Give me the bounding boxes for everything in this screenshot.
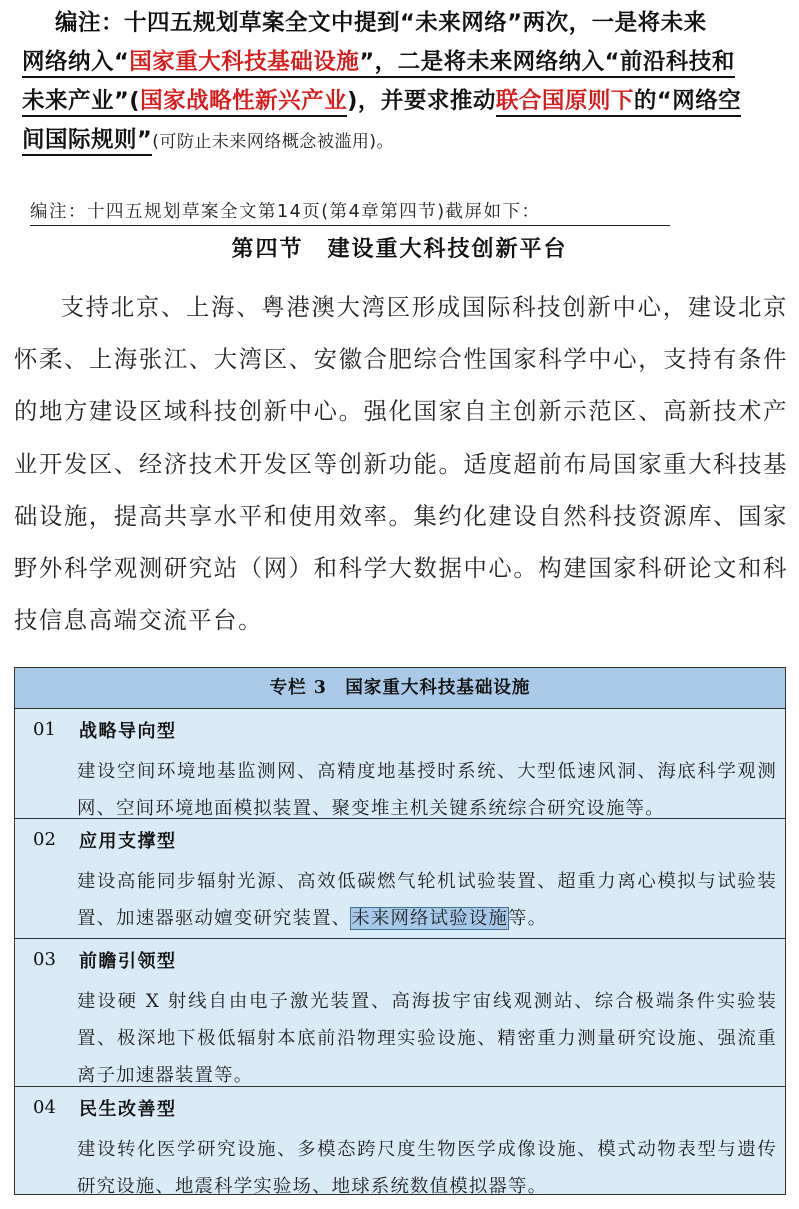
note1-term-future-network: “未来网络”: [400, 10, 523, 36]
note1-text: 两次，一是将未来: [522, 10, 707, 36]
section-title: 第四节 建设重大科技创新平台: [231, 237, 568, 262]
note1-handwritten-aside: (可防止未来网络概念被滥用)。: [152, 132, 395, 152]
row-text-part: 建设高能同步辐射光源、高效低碳燃气轮机试验装置、超重力离心模拟与试验装置、加速器驱动嬗变研究装置、: [77, 871, 777, 929]
note1-line-2: [22, 43, 782, 82]
row-text: [77, 863, 777, 937]
box-row: [15, 939, 785, 1087]
note1-text: 间国际规则”: [22, 127, 152, 156]
row-text: 建设硬 X 射线自由电子激光装置、高海拔宇宙线观测站、综合极端条件实验装置、极深地下极低辐射本底前沿物理实验设施、精密重力测量研究设施、强流重离子加速器装置等。: [77, 991, 777, 1086]
note1-text: 网络纳入“: [22, 49, 130, 75]
note1-underlined: [22, 49, 735, 78]
highlighted-future-network-facility[interactable]: 未来网络试验设施: [351, 908, 509, 929]
editor-note-2: 编注：十四五规划草案全文第14页(第4章第四节)截屏如下：: [30, 198, 670, 226]
note1-text: ”，二是将未来网络纳入“前沿科技和: [359, 49, 735, 75]
row-text-part: 等。: [508, 908, 548, 929]
note1-line-3: [22, 82, 782, 121]
note1-text: ”(: [114, 88, 141, 114]
box-row: [15, 819, 785, 939]
note1-text: 未来产业: [22, 88, 115, 114]
row-title: 民生改善型: [79, 1099, 177, 1120]
row-title: 应用支撑型: [79, 831, 177, 852]
note1-red-strategic-industry: 国家战略性新兴产业: [140, 88, 348, 114]
box-row: [15, 1087, 785, 1197]
note1-line-1: [22, 4, 782, 43]
note1-line-4: [22, 121, 782, 162]
box-row: [15, 709, 785, 819]
row-text: 建设转化医学研究设施、多模态跨尺度生物医学成像设施、模式动物表型与遗传研究设施、地震科学实验场、地球系统数值模拟器等。: [77, 1139, 777, 1197]
box-title: 专栏 3 国家重大科技基础设施: [15, 668, 785, 709]
row-title: 战略导向型: [79, 721, 177, 742]
editor-note-1: [22, 4, 782, 162]
note1-red-un-principles: 联合国原则下: [496, 88, 634, 117]
body-paragraph: 支持北京、上海、粤港澳大湾区形成国际科技创新中心，建设北京怀柔、上海张江、大湾区、安徽合肥综合性国家科学中心，支持有条件的地方建设区域科技创新中心。强化国家自主创新示范区、高新技术产业开发区、经济技术开发区等创新功能。适度超前布局国家重大科技基础设施，提高共享水平和使用效率。集约化建设自然科技资源库、国家野外科学观测研究站（网）和科学大数据中心。构建国家科研论文和科技信息高端交流平台。: [14, 294, 788, 635]
row-text: 建设空间环境地基监测网、高精度地基授时系统、大型低速风洞、海底科学观测网、空间环境地面模拟装置、聚变堆主机关键系统综合研究设施等。: [77, 761, 777, 819]
infrastructure-box: [14, 667, 786, 1195]
row-title: 前瞻引领型: [79, 951, 177, 972]
row-number: 02: [33, 829, 56, 850]
row-number: 04: [33, 1097, 56, 1118]
note1-underlined: [22, 88, 347, 117]
note1-text: 编注：十四五规划草案全文中提到: [55, 10, 401, 36]
row-number: 01: [33, 719, 56, 740]
note1-text: )，并要求推动: [347, 88, 496, 114]
row-number: 03: [33, 949, 56, 970]
note1-text: 的“网络空: [634, 88, 741, 117]
note1-red-infrastructure: 国家重大科技基础设施: [129, 49, 360, 75]
